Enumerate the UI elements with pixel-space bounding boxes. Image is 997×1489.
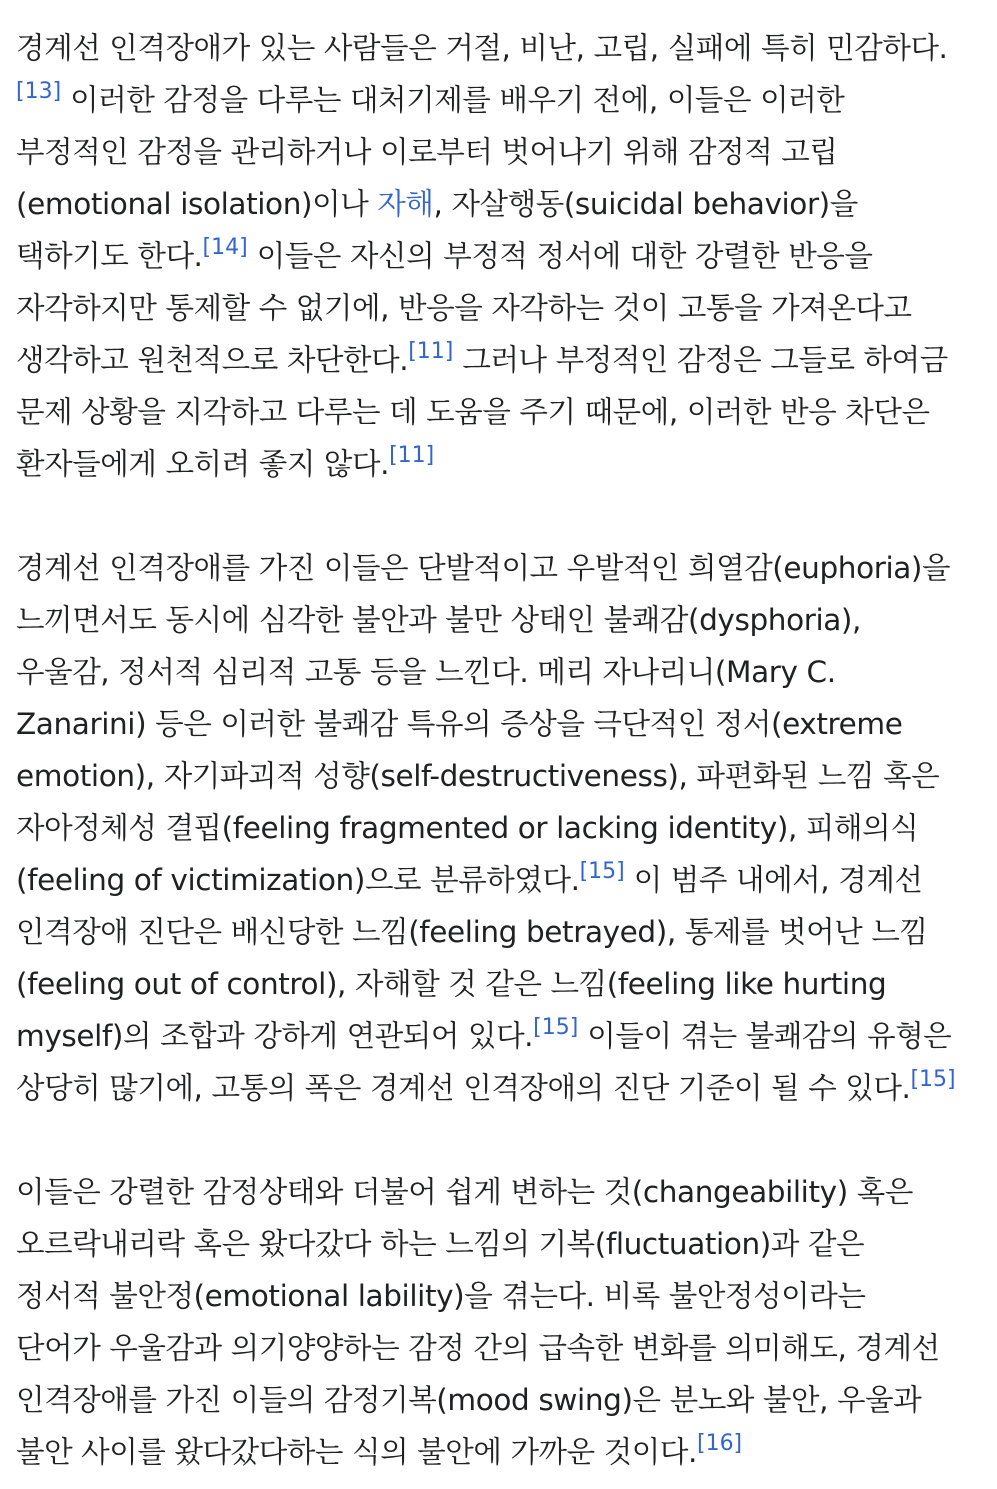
citation-ref-11[interactable]: [11]: [389, 443, 435, 468]
paragraph-emotional-lability: [16, 1166, 957, 1478]
paragraph-text: 이 범주 내에서, 경계선 인격장애 진단은 배신당한 느낌(feeling betrayed), 통제를 벗어난 느낌(feeling out of control), 자해할 것 같은 느낌(feeling like hurting myself)의 조합과 강하게 연관되어 있다.: [16, 863, 928, 1053]
citation-ref-16[interactable]: [16]: [696, 1431, 743, 1456]
paragraph-text: 이들은 강렬한 감정상태와 더불어 쉽게 변하는 것(changeability) 혹은 오르락내리락 혹은 왔다갔다 하는 느낌의 기복(fluctuation)과 같은 정서적 불안정(emotional lability)을 겪는다. 비록 불안정성이라는 단어가 우울감과 의기양양하는 감정 간의 급속한 변화를 의미해도, 경계선 인격장애를 가진 이들의 감정기복(mood swing)은 분노와 불안, 우울과 불안 사이를 왔다갔다하는 식의 불안에 가까운 것이다.: [16, 1175, 940, 1469]
citation-ref-13[interactable]: [13]: [16, 79, 62, 104]
paragraph-text: 이들은 자신의 부정적 정서에 대한 강렬한 반응을 자각하지만 통제할 수 없기에, 반응을 자각하는 것이 고통을 가져온다고 생각하고 원천적으로 차단한다.: [16, 239, 912, 377]
citation-ref-14[interactable]: [14]: [202, 235, 248, 260]
citation-ref-15[interactable]: [15]: [533, 1015, 579, 1040]
link-self-harm[interactable]: 자해: [377, 187, 434, 221]
paragraph-text: 그러나 부정적인 감정은 그들로 하여금 문제 상황을 지각하고 다루는 데 도움을 주기 때문에, 이러한 반응 차단은 환자들에게 오히려 좋지 않다.: [16, 343, 948, 481]
paragraph-text: 이들이 겪는 불쾌감의 유형은 상당히 많기에, 고통의 폭은 경계선 인격장애의 진단 기준이 될 수 있다.: [16, 1019, 952, 1105]
citation-ref-11[interactable]: [11]: [408, 339, 454, 364]
citation-ref-15[interactable]: [15]: [579, 859, 625, 884]
paragraph-text: 이러한 감정을 다루는 대처기제를 배우기 전에, 이들은 이러한 부정적인 감정을 관리하거나 이로부터 벗어나기 위해 감정적 고립(emotional isolation)이나: [16, 83, 845, 221]
paragraph-emotional-sensitivity: [16, 22, 957, 490]
paragraph-text: 경계선 인격장애가 있는 사람들은 거절, 비난, 고립, 실패에 특히 민감하다.: [16, 31, 948, 65]
paragraph-dysphoria: [16, 542, 957, 1114]
paragraph-text: , 자살행동(suicidal behavior)을 택하기도 한다.: [16, 187, 858, 273]
paragraph-text: 경계선 인격장애를 가진 이들은 단발적이고 우발적인 희열감(euphoria)을 느끼면서도 동시에 심각한 불안과 불만 상태인 불쾌감(dysphoria), 우울감, 정서적 심리적 고통 등을 느낀다. 메리 자나리니(Mary C. Zanarini) 등은 이러한 불쾌감 특유의 증상을 극단적인 정서(extreme emotion), 자기파괴적 성향(self-destructiveness), 파편화된 느낌 혹은 자아정체성 결핍(feeling fragmented or lacking identity), 피해의식(feeling of victimization)으로 분류하였다.: [16, 551, 951, 897]
citation-ref-15[interactable]: [15]: [910, 1067, 956, 1092]
